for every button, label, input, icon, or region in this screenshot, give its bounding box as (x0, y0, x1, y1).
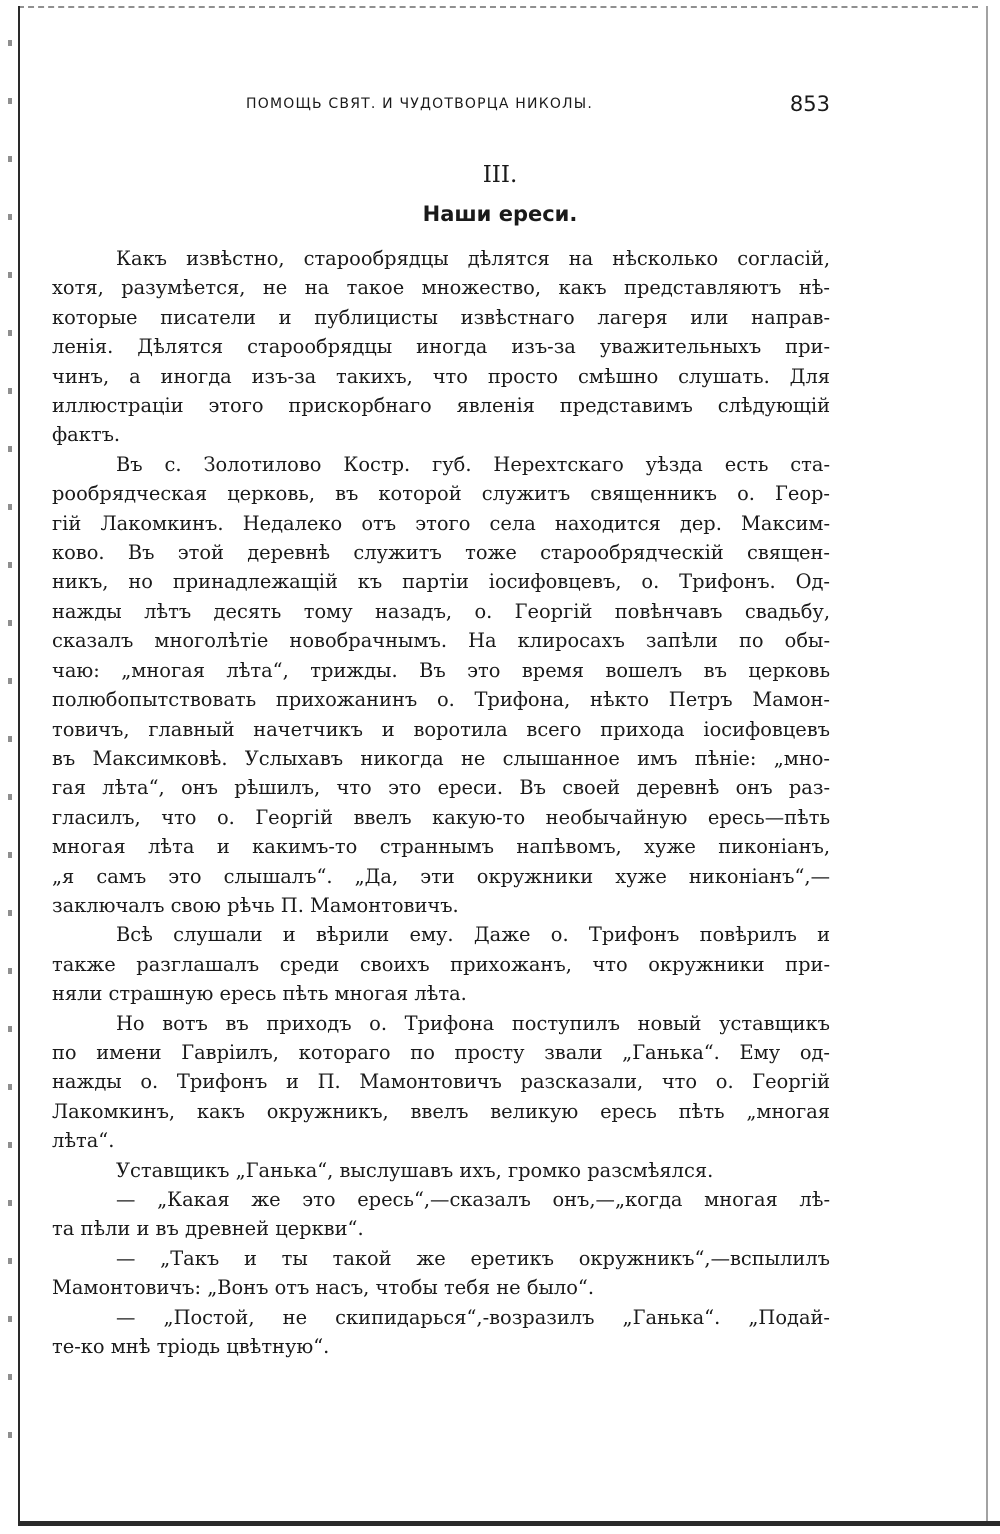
body-text (52, 244, 830, 1361)
text-line: Но вотъ въ приходъ о. Трифона поступилъ новый уставщикъ (116, 1011, 830, 1035)
text-line: нажды о. Трифонъ и П. Мамонтовичъ разсказали, что о. Георгій (52, 1070, 830, 1094)
text-line: гласилъ, что о. Георгій ввелъ какую-то необычайную ересь—пѣть (52, 805, 830, 829)
text-line: иллюстраціи этого прискорбнаго явленія представимъ слѣдующій (52, 394, 830, 418)
text-line: товичъ, главный начетчикъ и воротила всего прихода іосифовцевъ (52, 717, 830, 741)
text-line: „я самъ это слышалъ“. „Да, эти окружники хуже никоніанъ“,— (52, 864, 830, 888)
text-line: также разглашалъ среди своихъ прихожанъ, что окружники при- (52, 952, 830, 976)
text-line: чинъ, а иногда изъ-за такихъ, что просто смѣшно слушать. Для (52, 364, 830, 388)
text-line: Уставщикъ „Ганька“, выслушавъ ихъ, громко разсмѣялся. (116, 1158, 714, 1182)
text-line: Въ с. Золотилово Костр. губ. Нерехтскаго уѣзда есть ста- (116, 452, 830, 476)
text-line: — „Такъ и ты такой же еретикъ окружникъ“,—вспылилъ (116, 1246, 830, 1270)
text-line: сказалъ многолѣтіе новобрачнымъ. На клиросахъ запѣли по обы- (52, 629, 830, 653)
scan-right-edge (986, 6, 988, 1526)
page-number: 853 (789, 92, 830, 116)
text-line: те-ко мнѣ тріодь цвѣтную“. (52, 1335, 330, 1359)
text-line: фактъ. (52, 423, 121, 447)
text-line: — „Какая же это ересь“,—сказалъ онъ,—„когда многая лѣ- (116, 1188, 830, 1211)
scan-left-border (18, 6, 20, 1526)
text-line: нажды лѣтъ десять тому назадъ, о. Георгій повѣнчавъ свадьбу, (52, 599, 830, 623)
text-line: хотя, разумѣется, не на такое множество, какъ представляютъ нѣ- (52, 276, 830, 300)
text-line: Лакомкинъ, какъ окружникъ, ввелъ великую ересь пѣть „многая (52, 1099, 830, 1123)
text-line: рообрядческая церковь, въ которой служитъ священникъ о. Геор- (52, 482, 830, 506)
scan-top-edge (18, 6, 978, 9)
text-line: лѣта“. (52, 1129, 115, 1153)
text-line: по имени Гавріилъ, котораго по просту звали „Ганька“. Ему од- (52, 1040, 830, 1064)
text-line: ково. Въ этой деревнѣ служитъ тоже старообрядческій священ- (52, 541, 830, 565)
page-header (50, 92, 830, 126)
text-line: та пѣли и въ древней церкви“. (52, 1217, 364, 1241)
text-line: многая лѣта и какимъ-то страннымъ напѣвомъ, хуже пиконіанъ, (52, 835, 830, 859)
section-title: Наши ереси. (422, 202, 578, 226)
text-line: гая лѣта“, онъ рѣшилъ, что это ереси. Въ своей деревнѣ онъ раз- (52, 776, 830, 800)
text-line: никъ, но принадлежащій къ партіи іосифовцевъ, о. Трифонъ. Од- (52, 570, 830, 594)
text-line: заключалъ свою рѣчь П. Мамонтовичъ. (52, 893, 459, 917)
text-line: гій Лакомкинъ. Недалеко отъ этого села находится дер. Максим- (52, 511, 830, 535)
text-line: Всѣ слушали и вѣрили ему. Даже о. Трифонъ повѣрилъ и (116, 923, 830, 947)
text-line: чаю: „многая лѣта“, трижды. Въ это время вошелъ въ церковь (52, 658, 830, 682)
section-number: III. (482, 162, 518, 188)
text-line: въ Максимковѣ. Услыхавъ никогда не слышанное имъ пѣніе: „мно- (52, 746, 830, 770)
text-line: — „Постой, не скипидарься“,-возразилъ „Ганька“. „Подай- (116, 1305, 830, 1329)
scan-edge-marks (8, 40, 12, 1440)
text-line: Какъ извѣстно, старообрядцы дѣлятся на нѣсколько согласій, (116, 247, 830, 270)
text-line: Мамонтовичъ: „Вонъ отъ насъ, чтобы тебя не было“. (52, 1276, 595, 1300)
running-title: ПОМОЩЬ СВЯТ. И ЧУДОТВОРЦА НИКОЛЫ. (246, 96, 593, 112)
text-line: ленія. Дѣлятся старообрядцы иногда изъ-за уважительныхъ при- (52, 335, 830, 359)
scan-bottom-border (18, 1521, 1000, 1526)
text-line: которые писатели и публицисты извѣстнаго лагеря или направ- (52, 305, 830, 329)
text-line: няли страшную ересь пѣть многая лѣта. (52, 982, 467, 1006)
text-line: полюбопытствовать прихожанинъ о. Трифона, нѣкто Петръ Мамон- (52, 688, 830, 712)
